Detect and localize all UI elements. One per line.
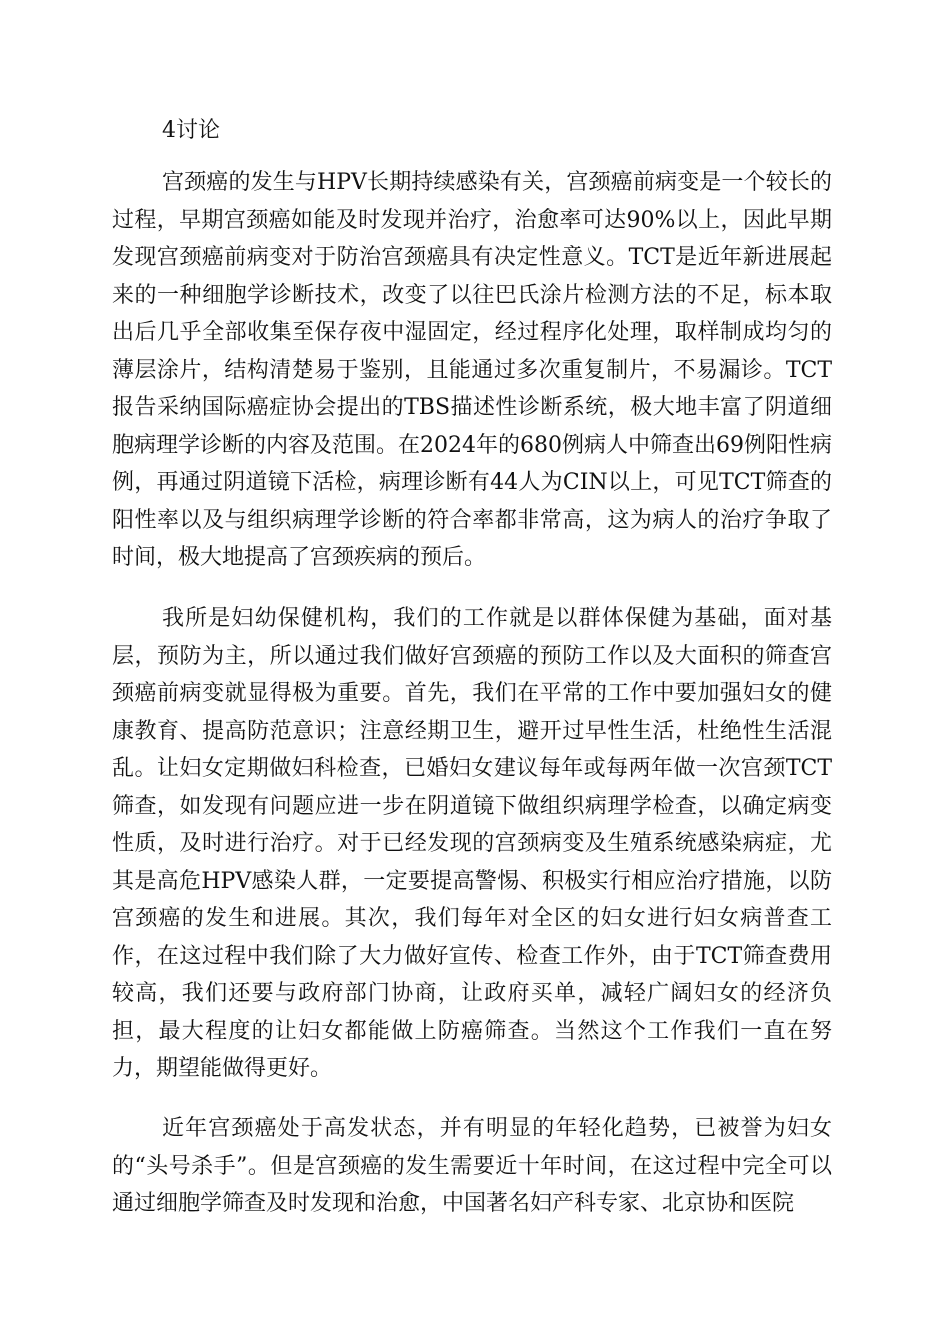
paragraph: 宫颈癌的发生与HPV长期持续感染有关，宫颈癌前病变是一个较长的过程，早期宫颈癌如能及时发现并治疗，治愈率可达90%以上，因此早期发现宫颈癌前病变对于防治宫颈癌具有决定性意义。TCT是近年新进展起来的一种细胞学诊断技术，改变了以往巴氏涂片检测方法的不足，标本取出后几乎全部收集至保存夜中湿固定，经过程序化处理，取样制成均匀的薄层涂片，结构清楚易于鉴别，且能通过多次重复制片，不易漏诊。TCT报告采纳国际癌症协会提出的TBS描述性诊断系统，极大地丰富了阴道细胞病理学诊断的内容及范围。在2024年的680例病人中筛查出69例阳性病例，再通过阴道镜下活检，病理诊断有44人为CIN以上，可见TCT筛查的阳性率以及与组织病理学诊断的符合率都非常高，这为病人的治疗争取了时间，极大地提高了宫颈疾病的预后。 [112, 170, 832, 570]
paragraph: 近年宫颈癌处于高发状态，并有明显的年轻化趋势，已被誉为妇女的“头号杀手”。但是宫颈癌的发生需要近十年时间，在这过程中完全可以通过细胞学筛查及时发现和治愈，中国著名妇产科专家、北京协和医院 [112, 1116, 832, 1216]
paragraph: 我所是妇幼保健机构，我们的工作就是以群体保健为基础，面对基层，预防为主，所以通过我们做好宫颈癌的预防工作以及大面积的筛查宫颈癌前病变就显得极为重要。首先，我们在平常的工作中要加强妇女的健康教育、提高防范意识；注意经期卫生，避开过早性生活，杜绝性生活混乱。让妇女定期做妇科检查，已婚妇女建议每年或每两年做一次宫颈TCT筛查，如发现有问题应进一步在阴道镜下做组织病理学检查，以确定病变性质，及时进行治疗。对于已经发现的宫颈病变及生殖系统感染病症，尤其是高危HPV感染人群，一定要提高警惕、积极实行相应治疗措施，以防宫颈癌的发生和进展。其次，我们每年对全区的妇女进行妇女病普查工作，在这过程中我们除了大力做好宣传、检查工作外，由于TCT筛查费用较高，我们还要与政府部门协商，让政府买单，减轻广阔妇女的经济负担，最大程度的让妇女都能做上防癌筛查。当然这个工作我们一直在努力，期望能做得更好。 [112, 606, 832, 1081]
section-heading: 4讨论 [162, 118, 220, 143]
